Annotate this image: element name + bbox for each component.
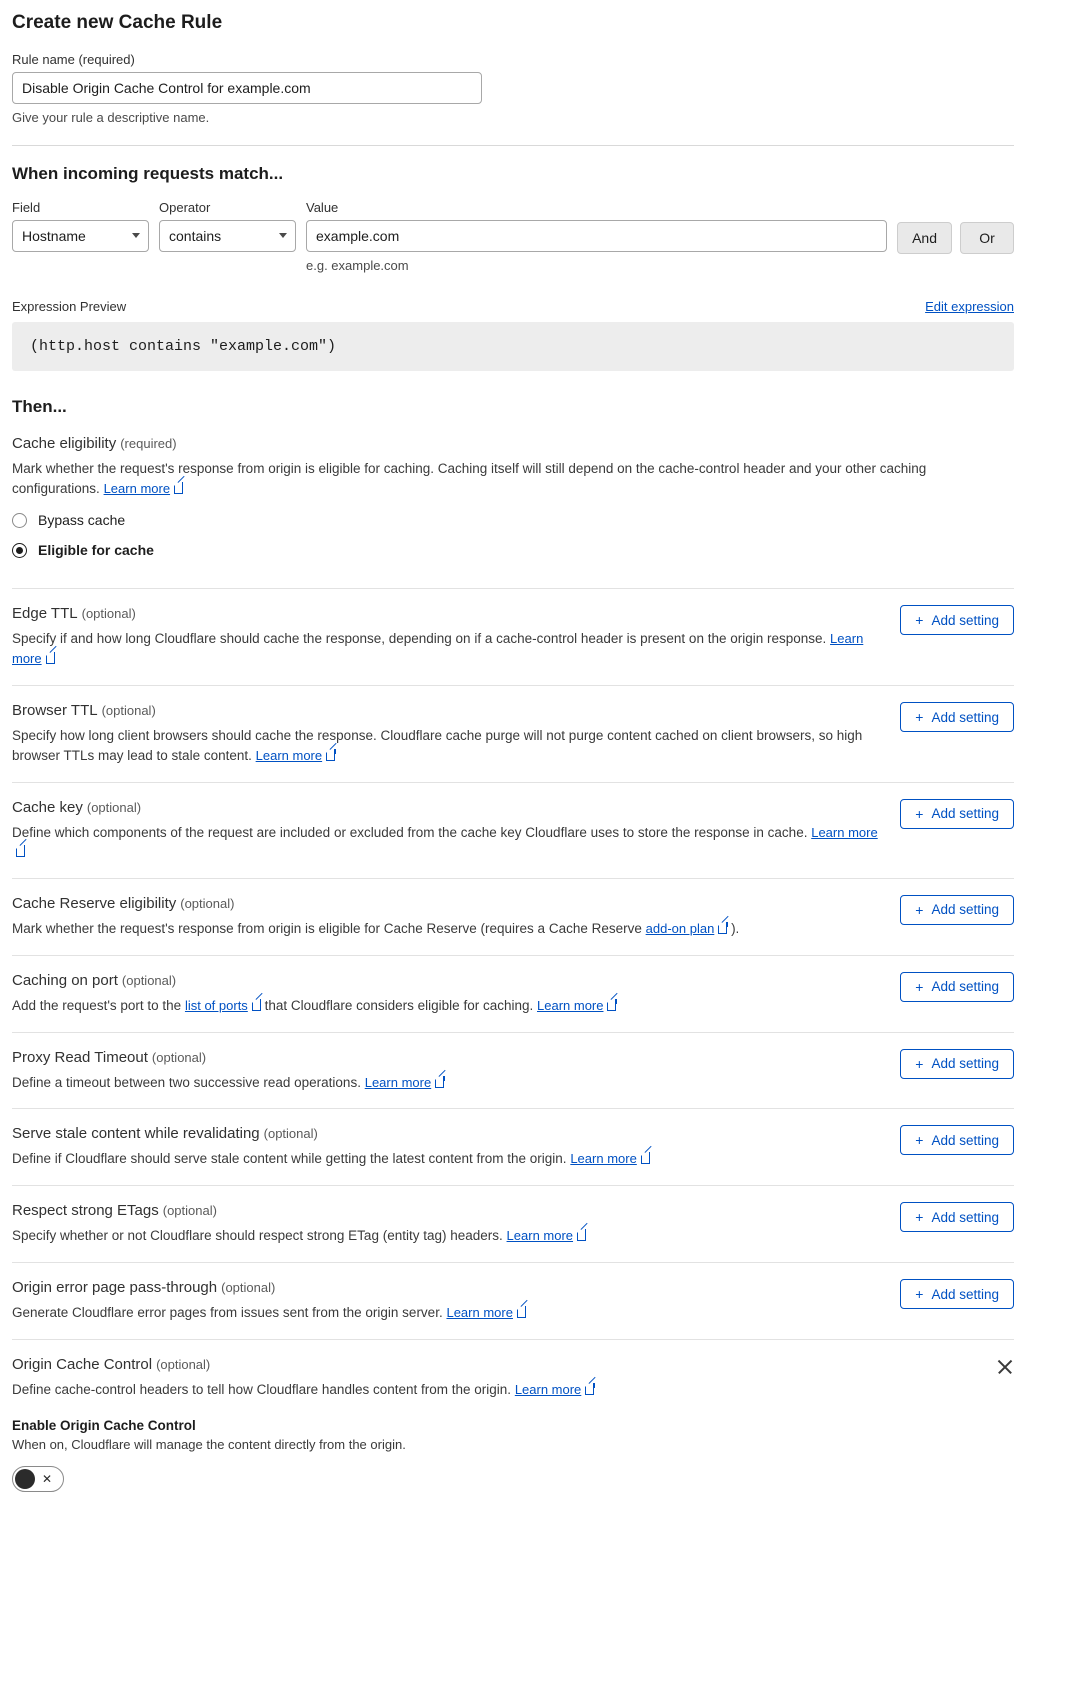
add-setting-button[interactable] bbox=[900, 972, 1014, 1002]
add-setting-button[interactable] bbox=[900, 1279, 1014, 1309]
add-setting-label: Add setting bbox=[931, 1209, 999, 1225]
radio-label: Bypass cache bbox=[38, 512, 126, 529]
rule-name-hint: Give your rule a descriptive name. bbox=[12, 110, 210, 125]
add-setting-button[interactable] bbox=[900, 895, 1014, 925]
setting-cache-reserve-eligibility bbox=[12, 895, 1014, 955]
toggle-knob bbox=[15, 1469, 35, 1489]
edit-expression-link[interactable]: Edit expression bbox=[925, 299, 1014, 314]
plus-icon: + bbox=[915, 1055, 924, 1072]
add-on-plan-link[interactable]: add-on plan bbox=[645, 920, 715, 936]
cache-rule-form bbox=[0, 12, 1072, 1534]
origin-cache-control-toggle[interactable] bbox=[12, 1466, 64, 1492]
value-label: Value bbox=[306, 200, 339, 215]
match-row bbox=[12, 200, 1014, 273]
setting-title: Cache key (optional) bbox=[12, 798, 142, 816]
operator-label: Operator bbox=[159, 200, 211, 215]
add-setting-label: Add setting bbox=[931, 902, 999, 918]
external-link-icon bbox=[435, 1079, 444, 1088]
setting-title: Respect strong ETags (optional) bbox=[12, 1202, 217, 1220]
divider bbox=[12, 782, 1014, 783]
rule-name-group bbox=[12, 52, 1014, 125]
page-title: Create new Cache Rule bbox=[12, 12, 223, 33]
divider bbox=[12, 1262, 1014, 1263]
learn-more-link[interactable]: Learn more bbox=[514, 1381, 582, 1397]
add-setting-label: Add setting bbox=[931, 806, 999, 821]
field-column bbox=[12, 200, 149, 252]
external-link-icon bbox=[174, 485, 183, 494]
setting-desc: Define cache-control headers to tell how Cloudflare handles content from the origin. Learn more bbox=[12, 1380, 942, 1400]
setting-title: Serve stale content while revalidating (optional) bbox=[12, 1125, 318, 1143]
external-link-icon bbox=[16, 848, 25, 857]
value-column bbox=[306, 200, 887, 273]
learn-more-link[interactable]: Learn more bbox=[811, 824, 878, 840]
plus-icon: + bbox=[915, 978, 924, 995]
setting-edge-ttl bbox=[12, 605, 1014, 685]
divider bbox=[12, 1185, 1014, 1186]
plus-icon: + bbox=[915, 1209, 924, 1226]
setting-title: Origin Cache Control (optional) bbox=[12, 1355, 211, 1373]
setting-desc: Define a timeout between two successive read operations. Learn more bbox=[12, 1073, 880, 1093]
learn-more-link[interactable]: Learn more bbox=[364, 1074, 432, 1090]
setting-desc: Generate Cloudflare error pages from issues sent from the origin server. Learn more bbox=[12, 1303, 880, 1323]
setting-desc: Mark whether the request's response from origin is eligible for Cache Reserve (requires a Cache Reserve add-on plan ). bbox=[12, 920, 740, 936]
add-setting-label: Add setting bbox=[931, 979, 999, 995]
value-hint: e.g. example.com bbox=[306, 258, 409, 273]
and-button[interactable]: And bbox=[897, 222, 952, 254]
setting-desc: Define which components of the request are included or excluded from the cache key Cloudflare uses to store the response in cache. Learn more bbox=[12, 823, 880, 862]
add-setting-label: Add setting bbox=[931, 709, 999, 725]
cache-eligibility-title: Cache eligibility (required) bbox=[12, 435, 177, 452]
expression-preview: (http.host contains "example.com") bbox=[12, 322, 1014, 371]
external-link-icon bbox=[517, 1309, 526, 1318]
add-setting-button[interactable] bbox=[900, 1202, 1014, 1232]
setting-desc: Add the request's port to the list of ports that Cloudflare considers eligible for caching. Learn more bbox=[12, 996, 880, 1016]
plus-icon: + bbox=[915, 1286, 924, 1303]
setting-desc: Specify whether or not Cloudflare should respect strong ETag (entity tag) headers. Learn more bbox=[12, 1226, 880, 1246]
setting-title: Caching on port (optional) bbox=[12, 971, 177, 989]
external-link-icon bbox=[718, 925, 727, 934]
field-label: Field bbox=[12, 200, 41, 215]
plus-icon: + bbox=[915, 709, 924, 726]
external-link-icon bbox=[585, 1386, 594, 1395]
learn-more-link[interactable]: Learn more bbox=[537, 997, 604, 1013]
add-setting-label: Add setting bbox=[931, 612, 999, 628]
setting-desc: Specify if and how long Cloudflare should cache the response, depending on if a cache-control header is present on the origin response. Learn more bbox=[12, 631, 864, 667]
list-of-ports-link[interactable]: list of ports bbox=[184, 997, 248, 1013]
rule-name-input[interactable] bbox=[12, 72, 482, 104]
value-input[interactable] bbox=[306, 220, 887, 252]
setting-origin-cache-control bbox=[12, 1356, 1014, 1508]
close-icon[interactable] bbox=[996, 1358, 1014, 1376]
plus-icon: + bbox=[915, 805, 924, 822]
setting-origin-error-page-pass-through bbox=[12, 1279, 1014, 1339]
radio-eligible-for-cache[interactable] bbox=[12, 542, 1014, 558]
then-heading: Then... bbox=[12, 397, 67, 416]
operator-select[interactable] bbox=[159, 220, 296, 252]
add-setting-label: Add setting bbox=[931, 1056, 999, 1072]
setting-caching-on-port bbox=[12, 972, 1014, 1032]
cache-eligibility-desc: Mark whether the request's response from origin is eligible for caching. Caching itself will still depend on the cache-control header and your other caching configurations. Learn more bbox=[12, 461, 927, 496]
external-link-icon bbox=[252, 1002, 261, 1011]
setting-title: Origin error page pass-through (optional) bbox=[12, 1279, 276, 1297]
field-select[interactable] bbox=[12, 220, 149, 252]
external-link-icon bbox=[641, 1155, 650, 1164]
radio-icon-selected[interactable] bbox=[12, 543, 27, 558]
setting-serve-stale-content bbox=[12, 1125, 1014, 1185]
setting-proxy-read-timeout bbox=[12, 1049, 1014, 1109]
learn-more-link[interactable]: Learn more bbox=[12, 631, 864, 667]
divider bbox=[12, 1032, 1014, 1033]
external-link-icon bbox=[607, 1002, 616, 1011]
radio-icon[interactable] bbox=[12, 513, 27, 528]
divider bbox=[12, 1108, 1014, 1109]
divider bbox=[12, 1339, 1014, 1340]
radio-bypass-cache[interactable] bbox=[12, 512, 1014, 528]
divider bbox=[12, 878, 1014, 879]
setting-cache-eligibility bbox=[12, 435, 1014, 588]
and-or-buttons bbox=[897, 222, 1014, 254]
radio-label: Eligible for cache bbox=[38, 542, 154, 559]
enable-origin-cache-control-desc: When on, Cloudflare will manage the content directly from the origin. bbox=[12, 1436, 406, 1452]
toggle-off-icon: ✕ bbox=[41, 1471, 52, 1486]
add-setting-label: Add setting bbox=[931, 1132, 999, 1148]
setting-title: Browser TTL (optional) bbox=[12, 702, 156, 720]
expression-header bbox=[12, 299, 1014, 314]
divider bbox=[12, 685, 1014, 686]
learn-more-link[interactable]: Learn more bbox=[570, 1151, 637, 1167]
divider bbox=[12, 145, 1014, 146]
setting-title: Edge TTL (optional) bbox=[12, 605, 136, 623]
add-setting-button[interactable] bbox=[900, 1125, 1014, 1155]
add-setting-button[interactable] bbox=[900, 799, 1014, 829]
enable-origin-cache-control-label: Enable Origin Cache Control bbox=[12, 1417, 196, 1433]
plus-icon: + bbox=[915, 612, 924, 629]
or-button[interactable]: Or bbox=[960, 222, 1014, 254]
setting-respect-strong-etags bbox=[12, 1202, 1014, 1262]
expression-preview-label: Expression Preview bbox=[12, 299, 127, 314]
learn-more-link[interactable]: Learn more bbox=[506, 1228, 574, 1244]
setting-desc: Specify how long client browsers should cache the response. Cloudflare cache purge will not purge content cached on client browsers, so high browser TTLs may lead to stale content. Learn more bbox=[12, 728, 863, 763]
learn-more-link[interactable]: Learn more bbox=[103, 480, 171, 496]
external-link-icon bbox=[326, 752, 335, 761]
setting-title: Proxy Read Timeout (optional) bbox=[12, 1048, 207, 1066]
rule-name-label: Rule name (required) bbox=[12, 52, 135, 67]
external-link-icon bbox=[577, 1232, 586, 1241]
divider bbox=[12, 588, 1014, 589]
match-heading: When incoming requests match... bbox=[12, 164, 284, 183]
plus-icon: + bbox=[915, 901, 924, 918]
setting-cache-key bbox=[12, 799, 1014, 878]
operator-column bbox=[159, 200, 296, 252]
setting-title: Cache Reserve eligibility (optional) bbox=[12, 894, 235, 912]
add-setting-button[interactable] bbox=[900, 605, 1014, 635]
add-setting-button[interactable] bbox=[900, 702, 1014, 732]
divider bbox=[12, 955, 1014, 956]
plus-icon: + bbox=[915, 1132, 924, 1149]
learn-more-link[interactable]: Learn more bbox=[255, 747, 323, 763]
setting-desc: Define if Cloudflare should serve stale content while getting the latest content from the origin. Learn more bbox=[12, 1149, 880, 1169]
add-setting-button[interactable] bbox=[900, 1049, 1014, 1079]
add-setting-label: Add setting bbox=[931, 1286, 999, 1302]
setting-browser-ttl bbox=[12, 702, 1014, 781]
learn-more-link[interactable]: Learn more bbox=[446, 1305, 513, 1321]
external-link-icon bbox=[46, 655, 55, 664]
